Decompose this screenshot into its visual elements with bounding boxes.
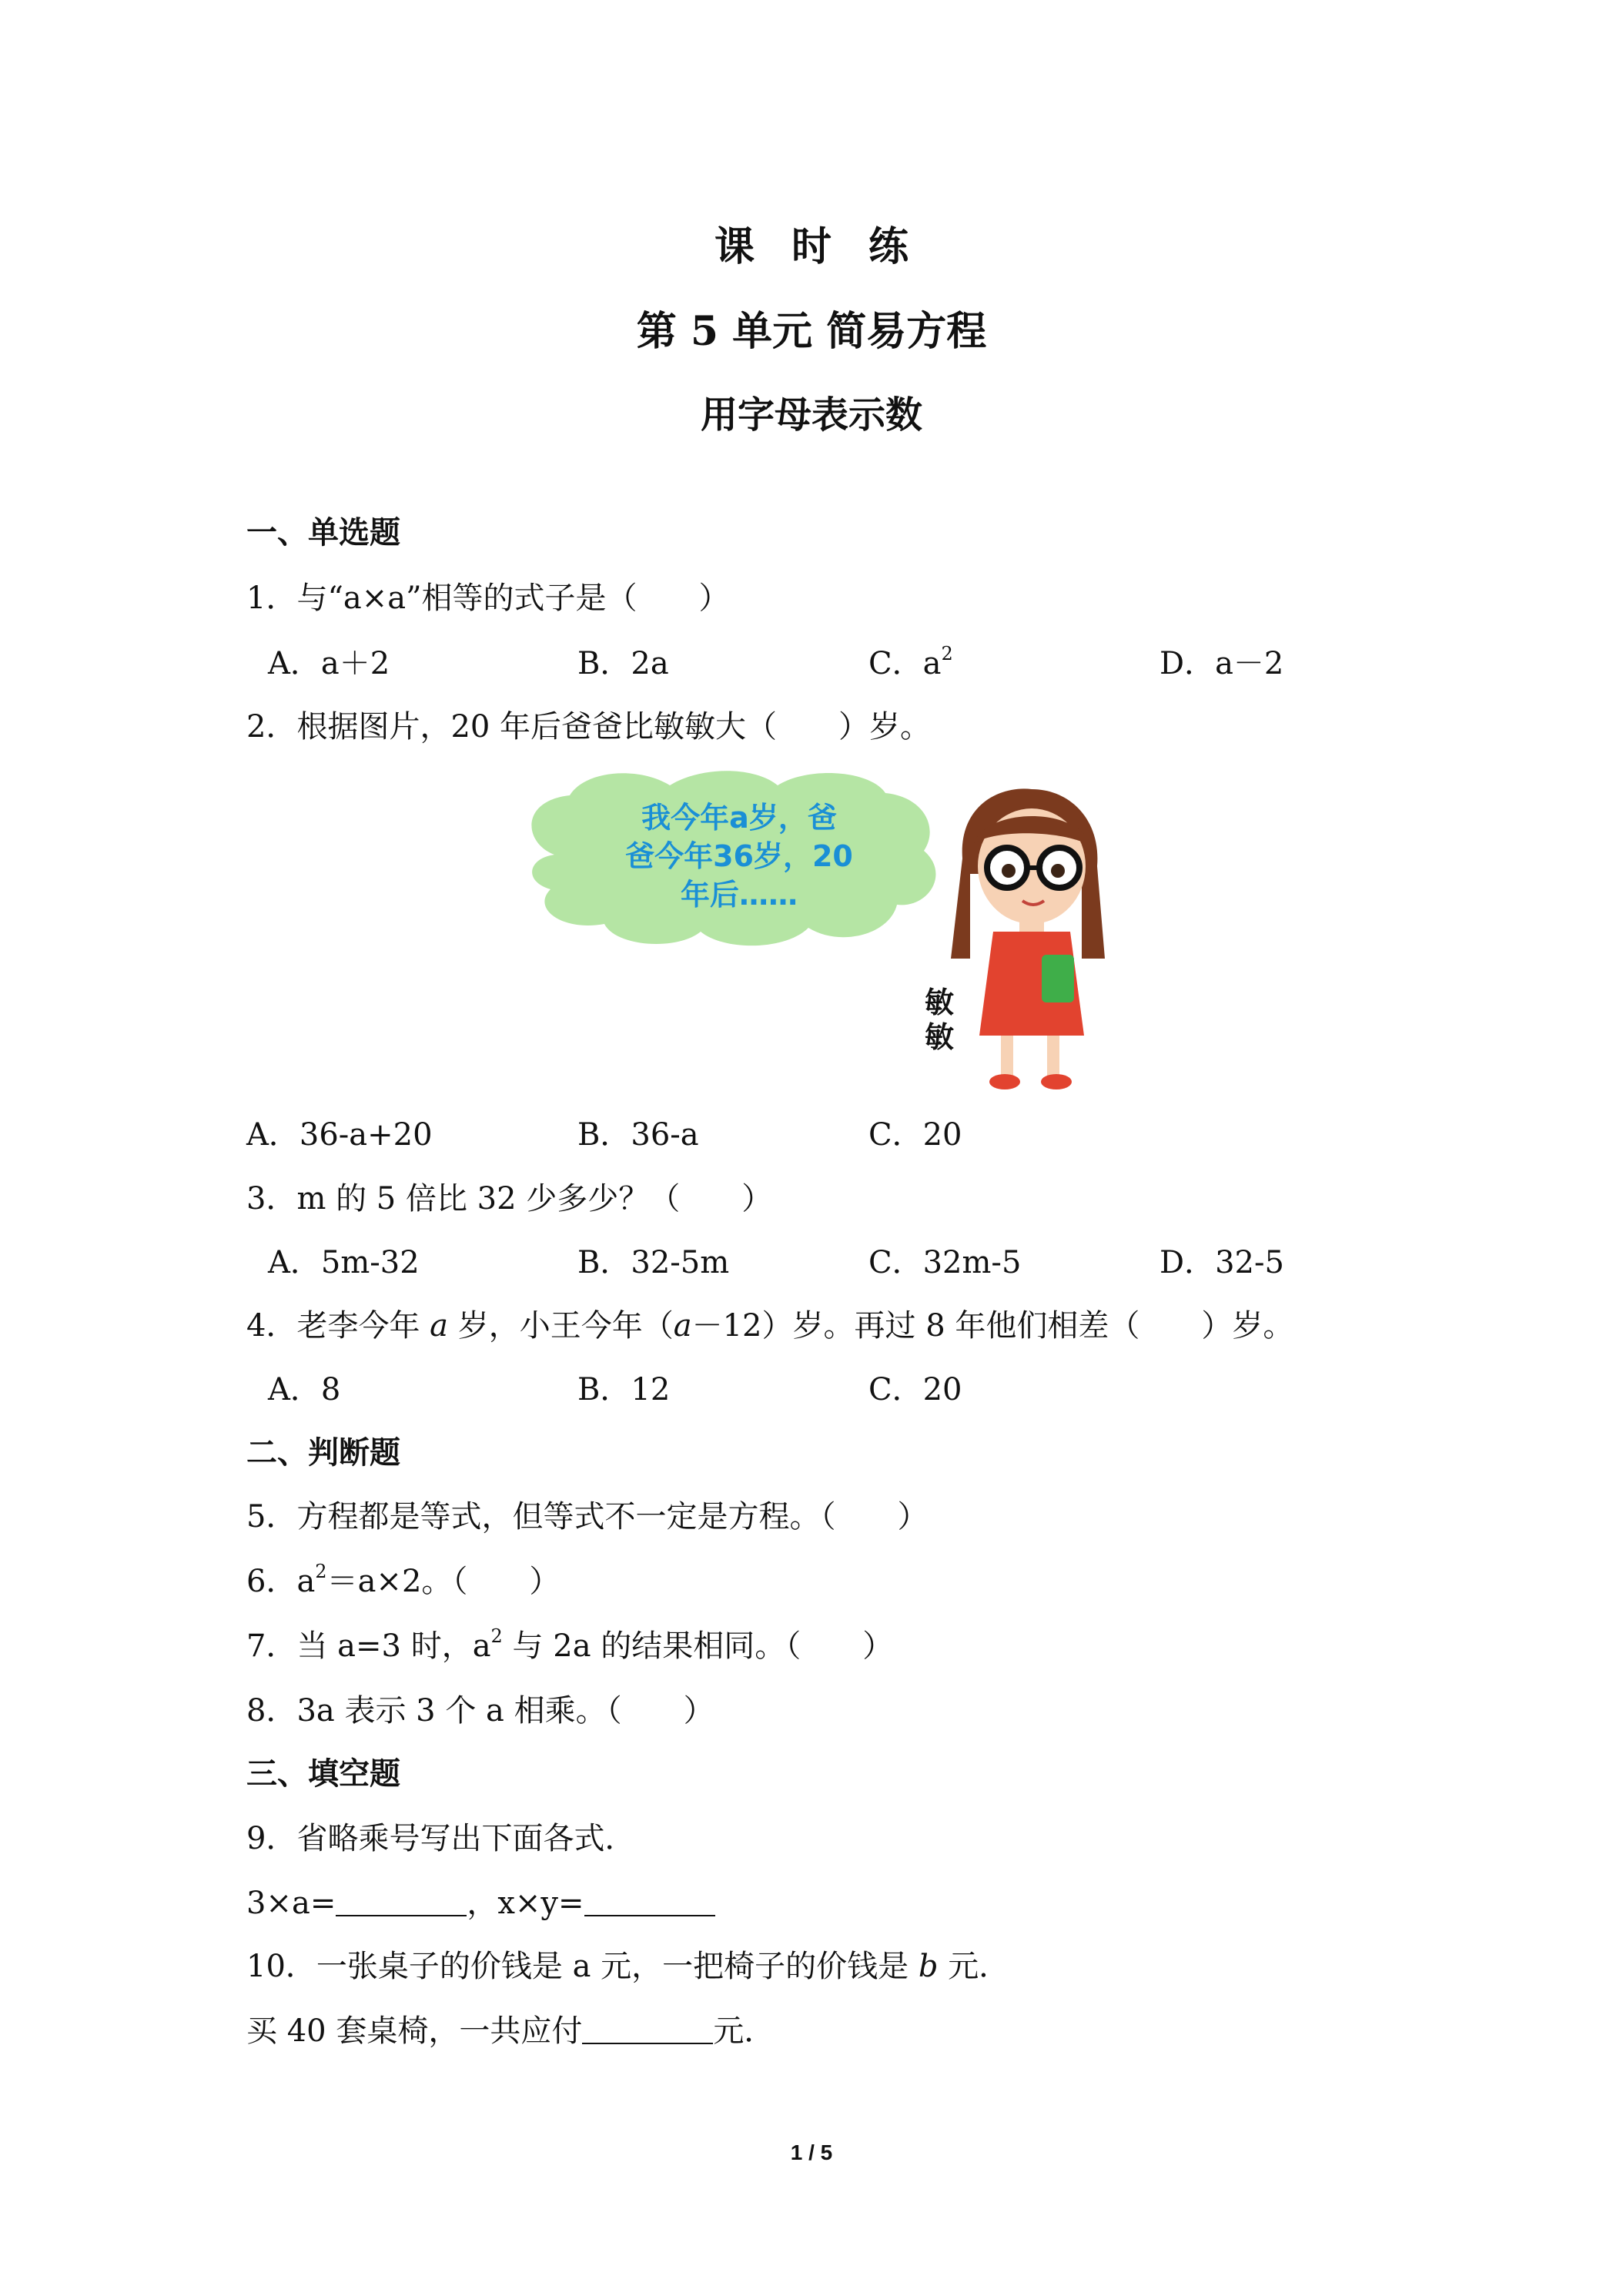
q1-option-d: D．a－2 [1160,646,1284,681]
question-2-stem: 2．根据图片，20 年后爸爸比敏敏大（ ）岁。 [246,709,932,745]
q1-option-c: C．$a^2$ [868,643,953,681]
answer-blank [582,2015,713,2044]
question-7: 7．当 a=3 时，$a^2$ 与 2a 的结果相同。（ ） [246,1625,894,1664]
q2-option-c: C．20 [868,1117,962,1153]
question-9-stem: 9．省略乘号写出下面各式． [246,1821,636,1856]
answer-blank [336,1887,467,1916]
section-heading-fill-blank: 三、填空题 [246,1755,400,1792]
name-char-2: 敏 [924,1020,955,1054]
lesson-title: 用字母表示数 [700,393,922,437]
section-heading-single-choice: 一、单选题 [246,514,400,551]
page-number: 1 / 5 [790,2140,833,2164]
answer-blank [584,1887,715,1916]
q1-option-b: B．2a [577,646,669,681]
unit-title: 第 5 单元 简易方程 [636,308,987,355]
bubble-line-3: 年后…… [680,878,798,912]
page-title: 课时练 [714,223,945,270]
question-6: 6．$a^2=a\times 2$。（ ） [246,1561,561,1599]
q3-option-a: A．5m-32 [268,1245,420,1280]
name-char-1: 敏 [924,986,955,1019]
q3-option-d: D．32-5 [1160,1245,1284,1280]
q4-option-a: A．8 [268,1372,341,1407]
question-10-line-2: 买 40 套桌椅，一共应付 元． [246,2013,775,2049]
q2-option-a: A．36-a+20 [246,1117,433,1153]
q1-option-a: A．a＋2 [268,646,390,681]
q4-option-c: C．20 [868,1372,962,1407]
question-8: 8．3a 表示 3 个 a 相乘。（ ） [246,1693,714,1729]
section-heading-true-false: 二、判断题 [246,1434,400,1471]
q2-option-b: B．36-a [577,1117,699,1153]
bubble-line-1: 我今年a岁，爸 [641,801,837,835]
question-10-line-1: 10．一张桌子的价钱是 a 元，一把椅子的价钱是 b 元． [246,1949,1010,1984]
q3-option-b: B．32-5m [577,1245,730,1280]
girl-figure [951,788,1105,1089]
bubble-line-2: 爸今年36岁，20 [625,839,853,873]
question-3-stem: 3．m 的 5 倍比 32 少多少？（ ） [246,1181,773,1217]
q3-option-c: C．32m-5 [868,1245,1022,1280]
question-9-blanks: 3×a= ，x×y= [246,1879,715,1923]
girl-illustration [508,766,1124,1097]
question-5: 5．方程都是等式，但等式不一定是方程。（ ） [246,1499,929,1535]
question-4-stem: 4．老李今年 a 岁，小王今年（a－12）岁。再过 8 年他们相差（ ）岁。 [246,1308,1294,1344]
q4-option-b: B．12 [577,1372,671,1407]
book-icon [1042,955,1074,1002]
question-1-stem: 1．与“a×a”相等的式子是（ ） [246,581,730,616]
